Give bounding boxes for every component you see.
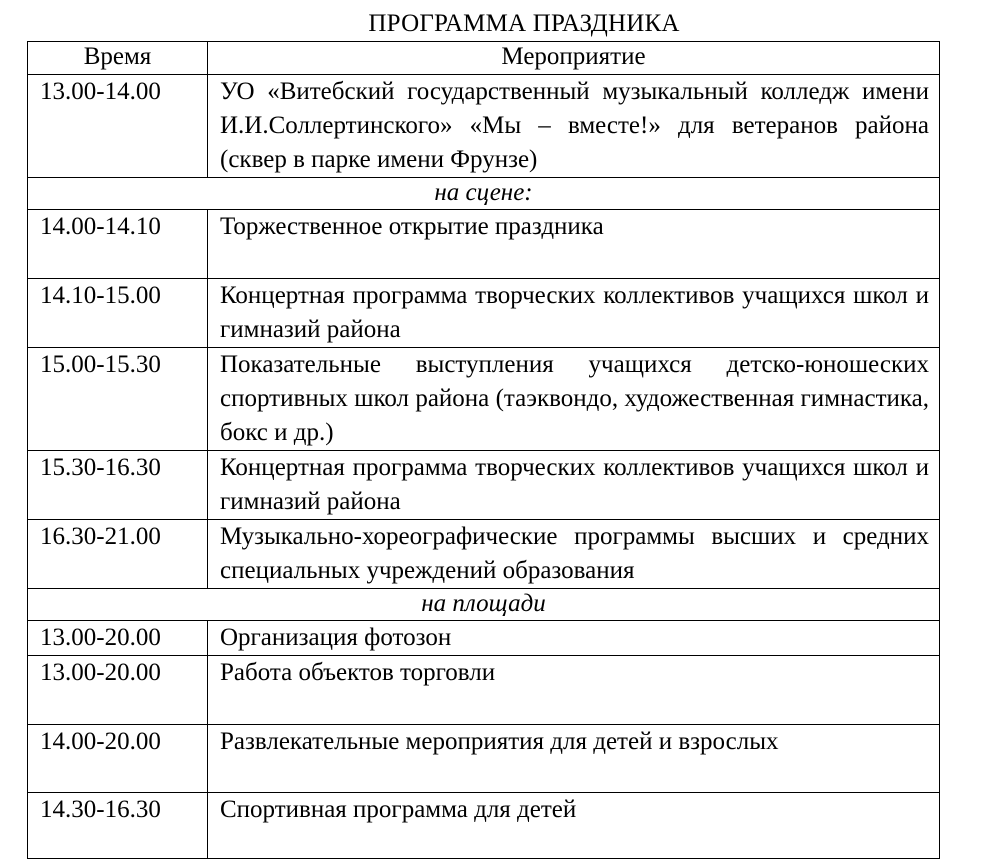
section-row: [28, 589, 940, 621]
page-title: ПРОГРАММА ПРАЗДНИКА: [368, 10, 680, 37]
time-cell: 13.00-20.00: [28, 621, 208, 656]
time-cell: 13.00-14.00: [28, 75, 208, 178]
event-cell: Организация фотозон: [208, 621, 940, 656]
event-cell: Развлекательные мероприятия для детей и взрослых: [208, 725, 940, 793]
event-cell: Работа объектов торговли: [208, 656, 940, 725]
time-cell: 14.00-20.00: [28, 725, 208, 793]
time-cell: 15.30-16.30: [28, 451, 208, 520]
table-row: [28, 451, 940, 520]
time-cell: 14.30-16.30: [28, 793, 208, 859]
time-cell: 14.00-14.10: [28, 210, 208, 279]
event-cell: УО «Витебский государственный музыкальный колледж имени И.И.Соллертинского» «Мы – вместе!» для ветеранов района (сквер в парке имени Фрунзе): [208, 75, 940, 178]
table-row: [28, 75, 940, 178]
table-row: [28, 520, 940, 589]
column-header-time: Время: [28, 42, 208, 75]
table-row: [28, 656, 940, 725]
header-row: [28, 42, 940, 75]
section-row: [28, 178, 940, 210]
event-cell: Концертная программа творческих коллективов учащихся школ и гимназий района: [208, 451, 940, 520]
table-row: [28, 793, 940, 859]
table-row: [28, 279, 940, 348]
time-cell: 15.00-15.30: [28, 348, 208, 451]
program-table: [27, 41, 940, 859]
event-cell: Показательные выступления учащихся детско-юношеских спортивных школ района (таэквондо, художественная гимнастика, бокс и др.): [208, 348, 940, 451]
time-cell: 16.30-21.00: [28, 520, 208, 589]
event-cell: Концертная программа творческих коллективов учащихся школ и гимназий района: [208, 279, 940, 348]
event-cell: Спортивная программа для детей: [208, 793, 940, 859]
time-cell: 13.00-20.00: [28, 656, 208, 725]
time-cell: 14.10-15.00: [28, 279, 208, 348]
event-cell: Торжественное открытие праздника: [208, 210, 940, 279]
event-cell: Музыкально-хореографические программы высших и средних специальных учреждений образования: [208, 520, 940, 589]
table-row: [28, 210, 940, 279]
section-label: на площади: [28, 589, 940, 621]
column-header-event: Мероприятие: [208, 42, 940, 75]
section-label: на сцене:: [28, 178, 940, 210]
table-row: [28, 621, 940, 656]
table-row: [28, 725, 940, 793]
table-row: [28, 348, 940, 451]
